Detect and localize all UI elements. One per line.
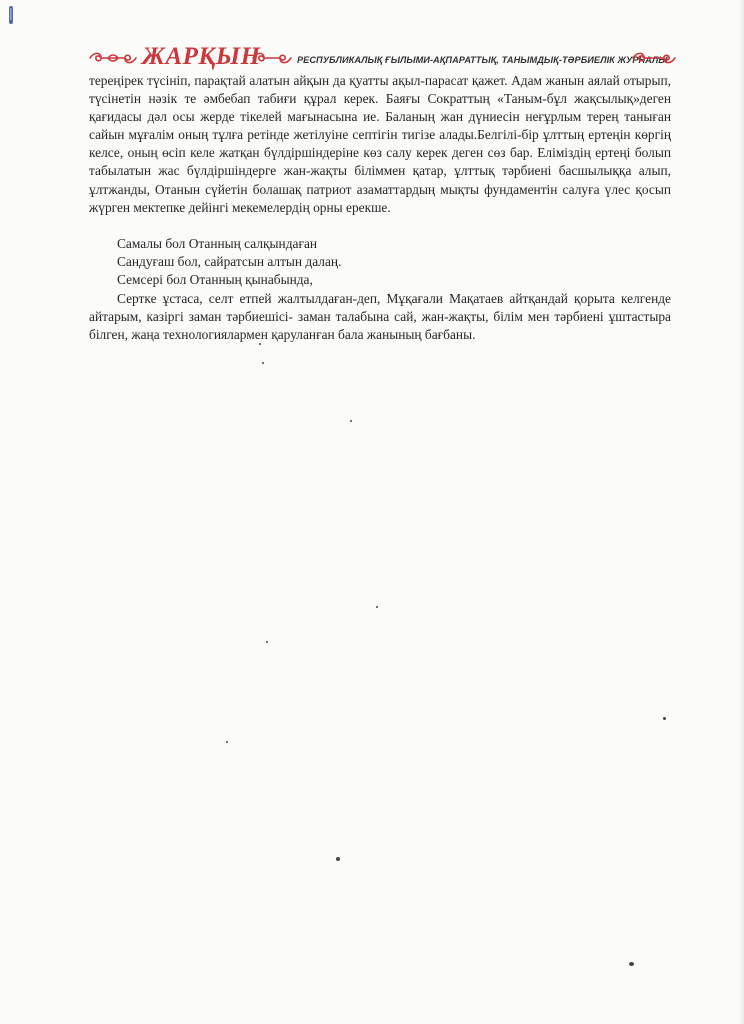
- scan-speck: [350, 420, 352, 422]
- scan-speck: [226, 741, 228, 743]
- scan-speck: [376, 606, 378, 608]
- poem-line: Сандуғаш бол, сайратсын алтын далаң.: [117, 254, 342, 270]
- poem-line: Самалы бол Отанның салқындаған: [117, 235, 318, 251]
- article-paragraph: тереңірек түсініп, парақтай алатын айқын да қуатты ақыл-парасат қажет. Адам жанын аялай отырып, түсінетін нәзік те әмбебап табиғи құрал керек. Баяғы Сократтың «Таным-бұл жақсылық»деген қағидасы дәл осы жерде тікелей мағынасына ие. Баланың жан дүниесін неғұрлым терең таныған сайын мұғалім оның тұлға ретінде жетілуіне септігін тигізе алады.Белгілі-бір ұлттың ертеңін көргің келсе, оның өсіп келе жатқан бүлдіршіндеріне көз салу керек деген сөз бар. Еліміздің ертеңі болып табылатын жас бүлдіршіндерге жан-жақты біліммен қатар, ұлттық тәрбиені басшылыққа алып, ұлтжанды, Отанын сүйетін болашақ патриот азаматтардың мықты фундаментін салуға үлес қосып жүрген мектепке дейінгі мекемелердің орны ерекше.: [89, 73, 671, 215]
- staple-pin-icon: [8, 6, 14, 24]
- scan-speck: [336, 857, 340, 861]
- page-edge-shadow: [738, 0, 744, 1024]
- scan-speck: [663, 717, 666, 720]
- ornament-left-icon: [88, 50, 138, 66]
- ornament-right-icon: [631, 50, 677, 66]
- journal-subtitle: РЕСПУБЛИКАЛЫҚ ҒЫЛЫМИ-АҚПАРАТТЫҚ, ТАНЫМДЫҚ-ТӘРБИЕЛІК ЖУРНАЛЫ: [297, 55, 668, 65]
- scan-speck: [262, 362, 264, 364]
- poem-line: Семсері бол Отанның қынабында,: [117, 272, 313, 288]
- article-body: [89, 72, 671, 344]
- paragraph-spacer: [89, 217, 671, 235]
- scan-speck: [266, 641, 268, 643]
- journal-header: [88, 43, 680, 74]
- journal-brand: ЖАРҚЫН: [142, 43, 261, 70]
- article-paragraph: Сертке ұстаса, селт етпей жалтылдаған-деп, Мұқағали Мақатаев айтқандай қорыта келгенде айтарым, казіргі заман тәрбиешісі- заман талабына сай, жан-жақты, білім мен тәрбиені ұштастыра білген, жаңа технологиялармен қаруланған бала жанының бағбаны.: [89, 290, 671, 342]
- ornament-middle-icon: [251, 50, 293, 66]
- scan-speck: [629, 962, 634, 966]
- scan-speck: [259, 343, 261, 345]
